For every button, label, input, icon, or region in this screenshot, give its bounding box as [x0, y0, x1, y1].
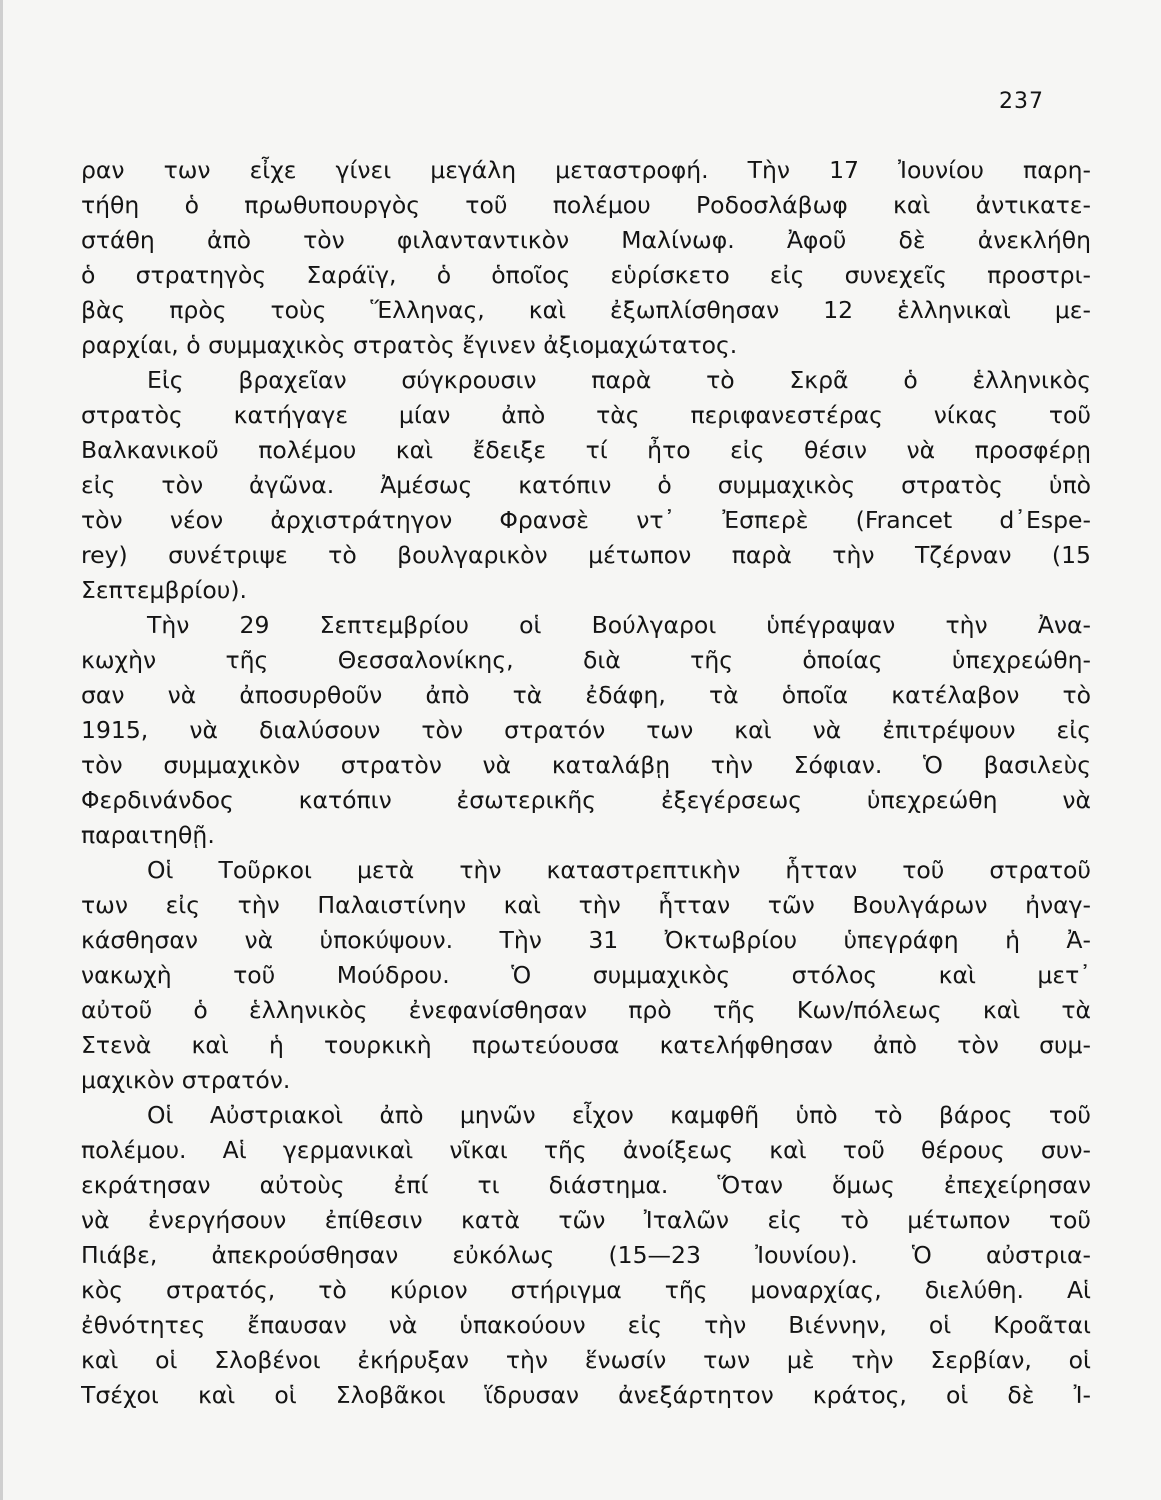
text-line: σαν νὰ ἀποσυρθοῦν ἀπὸ τὰ ἐδάφη, τὰ ὁποῖα κατέλαβον τὸ [81, 681, 1091, 709]
text-line: ραρχίαι, ὁ συμμαχικὸς στρατὸς ἔγινεν ἀξιομαχώτατος. [81, 331, 738, 359]
text-line: rey) συνέτριψε τὸ βουλγαρικὸν μέτωπον παρὰ τὴν Τζέρναν (15 [81, 541, 1091, 569]
text-line: Τσέχοι καὶ οἱ Σλοβᾶκοι ἵδρυσαν ἀνεξάρτητον κράτος, οἱ δὲ Ἰ- [81, 1381, 1091, 1409]
text-line: τὸν συμμαχικὸν στρατὸν νὰ καταλάβῃ τὴν Σόφιαν. Ὁ βασιλεὺς [81, 751, 1091, 779]
text-line: στρατὸς κατήγαγε μίαν ἀπὸ τὰς περιφανεστέρας νίκας τοῦ [81, 401, 1091, 429]
text-line: Σεπτεμβρίου). [81, 576, 247, 604]
text-line: μαχικὸν στρατόν. [81, 1066, 291, 1094]
text-line: των εἰς τὴν Παλαιστίνην καὶ τὴν ἧτταν τῶν Βουλγάρων ἠναγ- [81, 891, 1091, 919]
text-line: αὐτοῦ ὁ ἑλληνικὸς ἐνεφανίσθησαν πρὸ τῆς Κων/πόλεως καὶ τὰ [81, 996, 1091, 1024]
text-line: τὸν νέον ἀρχιστράτηγον Φρανσὲ ντ᾽ Ἐσπερὲ (Francet d᾽Espe- [81, 506, 1091, 534]
text-line: παραιτηθῇ. [81, 821, 215, 849]
text-line: Βαλκανικοῦ πολέμου καὶ ἔδειξε τί ἦτο εἰς θέσιν νὰ προσφέρῃ [81, 436, 1091, 464]
text-line: ὁ στρατηγὸς Σαράϊγ, ὁ ὁποῖος εὑρίσκετο εἰς συνεχεῖς προστρι- [81, 261, 1091, 289]
text-line: ραν των εἶχε γίνει μεγάλη μεταστροφή. Τὴν 17 Ἰουνίου παρη- [81, 156, 1091, 184]
text-line: εἰς τὸν ἀγῶνα. Ἀμέσως κατόπιν ὁ συμμαχικὸς στρατὸς ὑπὸ [81, 471, 1091, 499]
text-line: κωχὴν τῆς Θεσσαλονίκης, διὰ τῆς ὁποίας ὑπεχρεώθη- [81, 646, 1091, 674]
text-line: Στενὰ καὶ ἡ τουρκικὴ πρωτεύουσα κατελήφθησαν ἀπὸ τὸν συμ- [81, 1031, 1091, 1059]
text-line: νὰ ἐνεργήσουν ἐπίθεσιν κατὰ τῶν Ἰταλῶν εἰς τὸ μέτωπον τοῦ [81, 1206, 1091, 1234]
text-line: Οἱ Τοῦρκοι μετὰ τὴν καταστρεπτικὴν ἧτταν τοῦ στρατοῦ [147, 856, 1091, 884]
page-number: 237 [999, 89, 1044, 114]
text-line: στάθη ἀπὸ τὸν φιλανταντικὸν Μαλίνωφ. Ἀφοῦ δὲ ἀνεκλήθη [81, 226, 1091, 254]
text-line: Εἰς βραχεῖαν σύγκρουσιν παρὰ τὸ Σκρᾶ ὁ ἑλληνικὸς [147, 366, 1091, 394]
text-line: νακωχὴ τοῦ Μούδρου. Ὁ συμμαχικὸς στόλος καὶ μετ᾽ [81, 961, 1091, 989]
text-line: πολέμου. Αἱ γερμανικαὶ νῖκαι τῆς ἀνοίξεως καὶ τοῦ θέρους συν- [81, 1136, 1091, 1164]
text-line: Πιάβε, ἀπεκρούσθησαν εὐκόλως (15—23 Ἰουνίου). Ὁ αὐστρια- [81, 1241, 1091, 1269]
text-line: 1915, νὰ διαλύσουν τὸν στρατόν των καὶ νὰ ἐπιτρέψουν εἰς [81, 716, 1091, 744]
text-line: Οἱ Αὐστριακοὶ ἀπὸ μηνῶν εἶχον καμφθῆ ὑπὸ τὸ βάρος τοῦ [147, 1101, 1091, 1129]
body-text [81, 153, 1091, 1413]
text-line: Τὴν 29 Σεπτεμβρίου οἱ Βούλγαροι ὑπέγραψαν τὴν Ἀνα- [147, 611, 1091, 639]
text-line: κάσθησαν νὰ ὑποκύψουν. Τὴν 31 Ὀκτωβρίου ὑπεγράφη ἡ Ἀ- [81, 926, 1091, 954]
text-line: ἐθνότητες ἔπαυσαν νὰ ὑπακούουν εἰς τὴν Βιέννην, οἱ Κροᾶται [81, 1311, 1091, 1339]
text-line: καὶ οἱ Σλοβένοι ἐκήρυξαν τὴν ἕνωσίν των μὲ τὴν Σερβίαν, οἱ [81, 1346, 1091, 1374]
text-line: βὰς πρὸς τοὺς Ἕλληνας, καὶ ἐξωπλίσθησαν 12 ἑλληνικαὶ με- [81, 296, 1091, 324]
text-line: κὸς στρατός, τὸ κύριον στήριγμα τῆς μοναρχίας, διελύθη. Αἱ [81, 1276, 1091, 1304]
text-line: Φερδινάνδος κατόπιν ἐσωτερικῆς ἐξεγέρσεως ὑπεχρεώθη νὰ [81, 786, 1091, 814]
text-line: εκράτησαν αὐτοὺς ἐπί τι διάστημα. Ὅταν ὅμως ἐπεχείρησαν [81, 1171, 1091, 1199]
text-line: τήθη ὁ πρωθυπουργὸς τοῦ πολέμου Ροδοσλάβωφ καὶ ἀντικατε- [81, 191, 1091, 219]
